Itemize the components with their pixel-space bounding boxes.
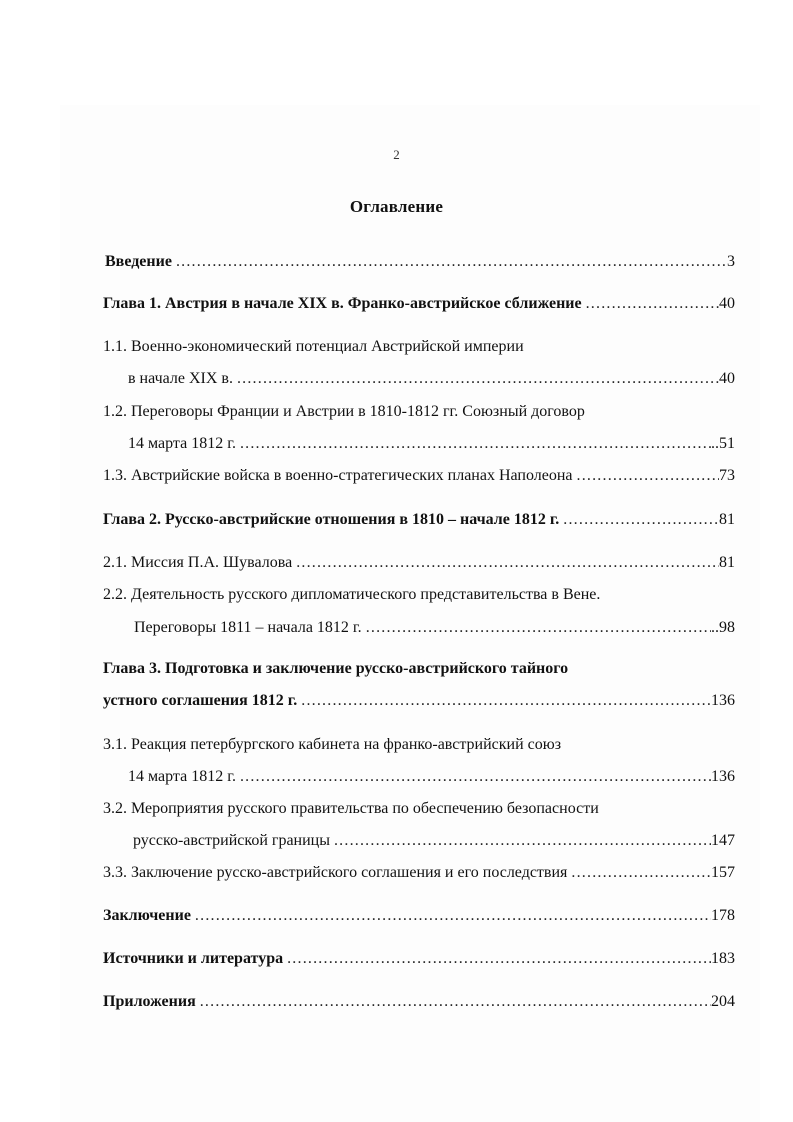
toc-leader-dots [586,294,719,314]
toc-entry-section-2-1[interactable] [103,553,735,573]
toc-entry-label: Приложения [103,993,196,1010]
toc-entry-label: 2.1. Миссия П.А. Шувалова [103,554,293,571]
toc-leader-dots [334,831,711,851]
toc-entry-label: Переговоры 1811 – начала 1812 г. [134,619,362,636]
toc-page-number: 147 [711,832,735,849]
toc-entry-label: в начале XIX в. [128,370,233,387]
toc-entry-label: устного соглашения 1812 г. [103,692,298,709]
toc-entry-section-1-1-line2[interactable] [128,369,735,389]
toc-leader-dots [200,992,711,1012]
toc-leader-dots [287,949,711,969]
toc-page-number: 157 [711,864,735,881]
toc-page-number: 81 [719,554,735,571]
toc-entry-label: Заключение [103,907,191,924]
toc-leader-dots [366,618,711,638]
toc-entry-section-2-2-line2[interactable] [134,618,735,638]
toc-entry-section-3-2-line1[interactable] [103,799,735,819]
toc-entry-label: русско-австрийской границы [133,832,330,849]
toc-page-number: 178 [711,907,735,924]
toc-entry-chapter-1[interactable] [103,294,735,314]
toc-page-number: 3 [727,253,735,270]
toc-page-number: ..51 [711,435,735,452]
toc-leader-dots [237,369,719,389]
toc-leader-dots [296,553,719,573]
toc-entry-appendix[interactable] [103,992,735,1012]
toc-entry-section-3-1-line1[interactable] [103,735,735,755]
toc-leader-dots [571,863,711,883]
toc-entry-label: 2.2. Деятельность русского дипломатического представительства в Вене. [103,586,601,603]
toc-entry-label: Введение [105,253,172,270]
toc-leader-dots [195,906,711,926]
toc-entry-section-2-2-line1[interactable] [103,585,735,605]
toc-leader-dots [240,767,711,787]
toc-page-number: 183 [711,950,735,967]
toc-entry-section-1-2-line1[interactable] [103,402,735,422]
toc-entry-sources[interactable] [103,949,735,969]
toc-entry-introduction[interactable] [105,252,735,272]
toc-page-number: 136 [711,692,735,709]
toc-entry-section-3-1-line2[interactable] [128,767,735,787]
toc-leader-dots [563,510,719,530]
page-title: Оглавление [349,197,444,216]
toc-entry-chapter-2[interactable] [103,510,735,530]
toc-entry-label: Глава 3. Подготовка и заключение русско-австрийского тайного [103,660,569,677]
toc-leader-dots [301,691,711,711]
toc-entry-label: Глава 2. Русско-австрийские отношения в 1810 – начале 1812 г. [103,511,560,528]
toc-leader-dots [577,466,720,486]
toc-leader-dots [176,252,727,272]
toc-leader-dots [240,434,711,454]
toc-entry-conclusion[interactable] [103,906,735,926]
toc-entry-chapter-3-line2[interactable] [103,691,735,711]
toc-entry-section-1-1-line1[interactable] [103,337,735,357]
toc-entry-label: Источники и литература [103,950,284,967]
toc-entry-label: 14 марта 1812 г. [128,435,236,452]
toc-page-number: 136 [711,768,735,785]
page-number: 2 [393,147,400,162]
toc-entry-section-3-2-line2[interactable] [133,831,735,851]
toc-page-number: 40 [719,295,735,312]
toc-page-number: ..98 [711,619,735,636]
toc-entry-label: Глава 1. Австрия в начале XIX в. Франко-австрийское сближение [103,295,582,312]
toc-entry-chapter-3-line1[interactable] [103,659,735,679]
toc-entry-label: 3.3. Заключение русско-австрийского соглашения и его последствия [103,864,568,881]
toc-entry-section-3-3[interactable] [103,863,735,883]
toc-entry-section-1-3[interactable] [103,466,735,486]
toc-entry-section-1-2-line2[interactable] [128,434,735,454]
toc-page-number: 81 [719,511,735,528]
toc-page-number: 204 [711,993,735,1010]
toc-entry-label: 1.3. Австрийские войска в военно-стратегических планах Наполеона [103,467,573,484]
toc-entry-label: 14 марта 1812 г. [128,768,236,785]
toc-entry-label: 1.2. Переговоры Франции и Австрии в 1810-1812 гг. Союзный договор [103,403,585,420]
toc-entry-label: 1.1. Военно-экономический потенциал Австрийской империи [103,338,524,355]
toc-page-number: 73 [719,467,735,484]
toc-page-number: 40 [719,370,735,387]
toc-entry-label: 3.2. Мероприятия русского правительства по обеспечению безопасности [103,800,599,817]
toc-entry-label: 3.1. Реакция петербургского кабинета на франко-австрийский союз [103,736,562,753]
